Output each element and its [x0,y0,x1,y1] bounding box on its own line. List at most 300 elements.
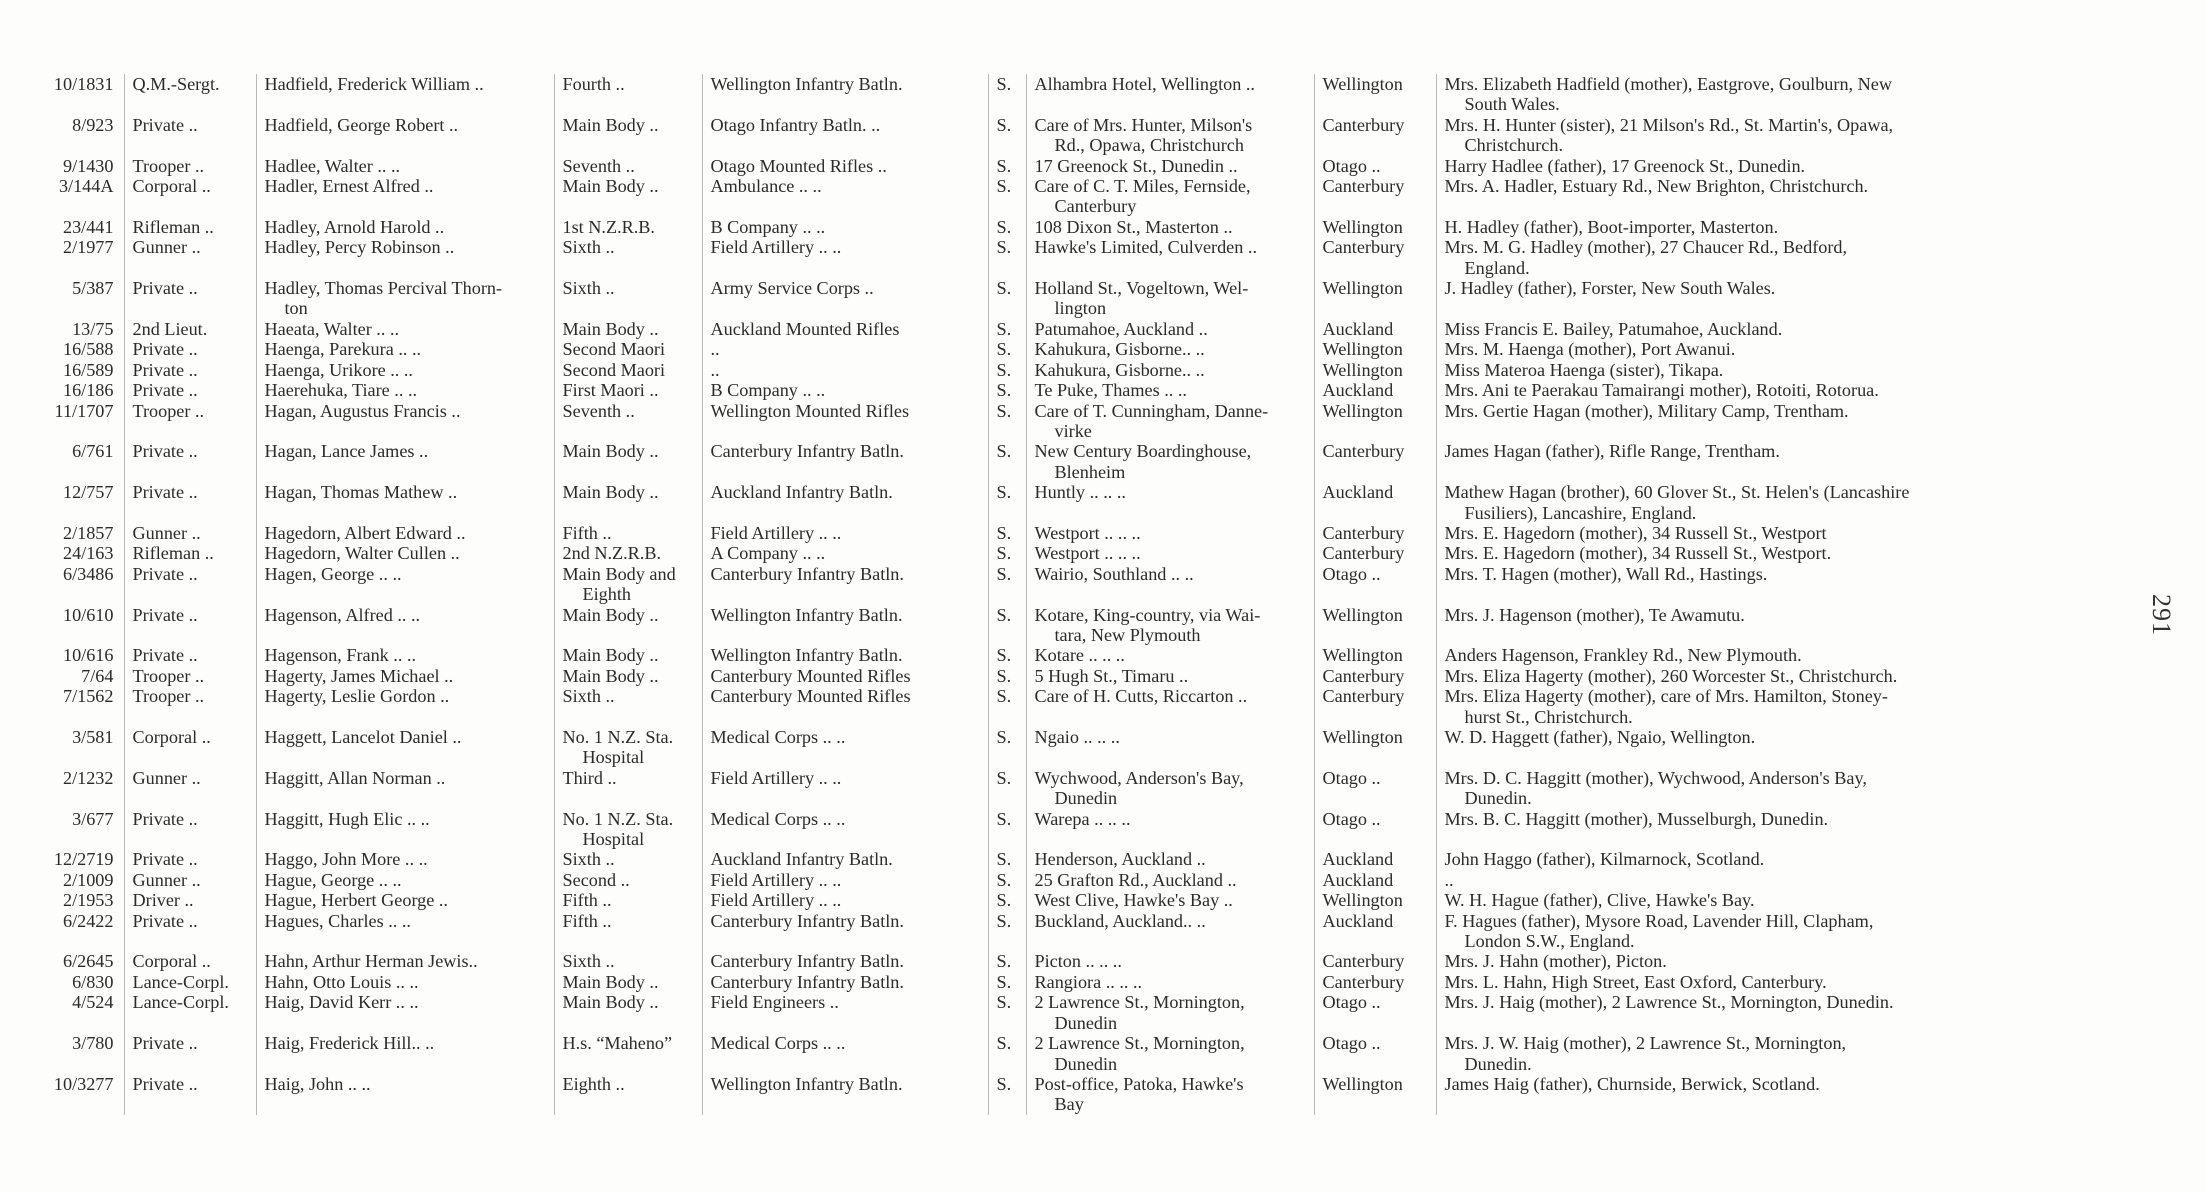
rank: Private .. [132,339,198,360]
last-address-cell [1026,727,1314,768]
unit-cell [702,523,988,543]
rank-cell [124,686,256,727]
embarkation-body: No. 1 N.Z. Sta. [562,727,674,747]
soldier-name-cell [256,278,554,319]
marital-status: S. [996,665,1012,686]
soldier-name: Hagen, George .. .. [264,563,402,584]
unit-cell [702,217,988,237]
next-of-kin-cell [1436,523,2056,543]
marital-status: S. [996,971,1012,992]
unit: Auckland Infantry Batln. [710,849,893,870]
marital-status-cell [988,727,1026,768]
marital-status-cell [988,972,1026,992]
marital-status: S. [996,400,1012,421]
next-of-kin-cell [1436,1033,2056,1074]
next-of-kin: Mrs. M. G. Hadley (mother), 27 Chaucer Rd., Bedford, [1444,237,1848,258]
marital-status: S. [996,1033,1012,1054]
next-of-kin-cell [1436,482,2056,523]
unit-cell [702,768,988,809]
unit-cell [702,1033,988,1074]
embarkation-body-cell [554,666,702,686]
next-of-kin-cell [1436,605,2056,646]
military-district-cell [1314,992,1436,1033]
last-address-cell [1026,543,1314,563]
next-of-kin-continuation: London S.W., England. [1464,931,1635,952]
embarkation-body-cell [554,1074,702,1115]
last-address: Care of H. Cutts, Riccarton .. [1034,686,1248,707]
rank: Private .. [132,849,198,870]
next-of-kin-cell [1436,911,2056,952]
embarkation-body: Second Maori [562,339,666,360]
military-district-cell [1314,911,1436,952]
embarkation-body-cell [554,1033,702,1074]
last-address: 2 Lawrence St., Mornington, [1034,992,1245,1013]
marital-status-cell [988,156,1026,176]
next-of-kin: W. D. Haggett (father), Ngaio, Wellington. [1444,727,1756,747]
embarkation-body-cell [554,217,702,237]
last-address: Alhambra Hotel, Wellington .. [1034,74,1255,94]
last-address-cell [1026,972,1314,992]
regimental-number-cell [40,809,124,850]
rank: 2nd Lieut. [132,318,208,339]
military-district: Wellington [1322,604,1403,625]
table-row [40,972,2056,992]
embarkation-body-cell [554,237,702,278]
embarkation-body: Seventh .. [562,400,635,421]
regimental-number: 12/757 [62,482,114,503]
next-of-kin-cell [1436,972,2056,992]
regimental-number: 3/581 [72,727,114,747]
regimental-number-cell [40,992,124,1033]
regimental-number: 5/387 [72,278,114,299]
military-district: Otago .. [1322,1033,1381,1054]
next-of-kin-continuation: Dunedin. [1464,1053,1532,1074]
military-district: Canterbury [1322,114,1405,135]
table-row [40,1033,2056,1074]
embarkation-body: Main Body .. [562,665,659,686]
regimental-number-cell [40,666,124,686]
last-address-continuation: Dunedin [1054,788,1118,809]
regimental-number: 24/163 [62,543,114,564]
marital-status: S. [996,176,1012,197]
soldier-name: Hagan, Thomas Mathew .. [264,482,458,503]
last-address: Westport .. .. .. [1034,522,1141,543]
next-of-kin: W. H. Hague (father), Clive, Hawke's Bay. [1444,890,1755,911]
rank: Private .. [132,359,198,380]
regimental-number-cell [40,543,124,563]
regimental-number-cell [40,380,124,400]
soldier-name: Hadfield, George Robert .. [264,114,459,135]
marital-status: S. [996,216,1012,237]
rank: Lance-Corpl. [132,992,229,1013]
unit: Wellington Infantry Batln. [710,604,903,625]
next-of-kin-cell [1436,809,2056,850]
soldier-name: Hadley, Percy Robinson .. [264,237,455,258]
soldier-name: Haenga, Urikore .. .. [264,359,413,380]
embarkation-body: Main Body .. [562,604,659,625]
soldier-name-cell [256,543,554,563]
rank: Rifleman .. [132,543,214,564]
military-district: Wellington [1322,359,1403,380]
unit: Field Engineers .. [710,992,839,1013]
last-address: 25 Grafton Rd., Auckland .. [1034,869,1237,890]
unit-cell [702,115,988,156]
embarkation-body: 2nd N.Z.R.B. [562,543,662,564]
embarkation-body-continuation: Eighth [582,584,631,605]
next-of-kin-continuation: Christchurch. [1464,135,1563,156]
soldier-name-cell [256,401,554,442]
embarkation-body: Seventh .. [562,155,635,176]
regimental-number-cell [40,727,124,768]
military-district: Canterbury [1322,543,1405,564]
military-district-cell [1314,360,1436,380]
roll-body [40,74,2056,1115]
unit-cell [702,339,988,359]
next-of-kin-cell [1436,360,2056,380]
regimental-number: 10/616 [62,645,114,666]
marital-status-cell [988,686,1026,727]
table-row [40,278,2056,319]
military-district-cell [1314,727,1436,768]
embarkation-body-cell [554,564,702,605]
last-address-cell [1026,870,1314,890]
next-of-kin: Mrs. Ani te Paerakau Tamairangi mother), Rotoiti, Rotorua. [1444,380,1879,401]
marital-status: S. [996,155,1012,176]
marital-status: S. [996,604,1012,625]
marital-status: S. [996,278,1012,299]
embarkation-body-cell [554,911,702,952]
next-of-kin-continuation: hurst St., Christchurch. [1464,706,1633,727]
marital-status-cell [988,1033,1026,1074]
marital-status: S. [996,808,1012,829]
next-of-kin-cell [1436,849,2056,869]
soldier-name-cell [256,645,554,665]
next-of-kin: Mrs. Elizabeth Hadfield (mother), Eastgrove, Goulburn, New [1444,74,1892,94]
embarkation-body-cell [554,849,702,869]
rank: Trooper .. [132,686,205,707]
next-of-kin: Mrs. D. C. Haggitt (mother), Wychwood, Anderson's Bay, [1444,767,1867,788]
military-district-cell [1314,1074,1436,1115]
rank-cell [124,992,256,1033]
regimental-number-cell [40,972,124,992]
marital-status: S. [996,849,1012,870]
military-district-cell [1314,543,1436,563]
rank-cell [124,727,256,768]
soldier-name: Hadley, Arnold Harold .. [264,216,445,237]
unit-cell [702,809,988,850]
marital-status: S. [996,380,1012,401]
table-row [40,666,2056,686]
unit: Auckland Infantry Batln. [710,482,893,503]
embarkation-body-cell [554,156,702,176]
next-of-kin-continuation: Dunedin. [1464,788,1532,809]
soldier-name-continuation: ton [284,298,308,319]
unit: Medical Corps .. .. [710,727,846,747]
embarkation-body: Main Body .. [562,318,659,339]
page-number: 291 [2147,594,2176,636]
next-of-kin-cell [1436,992,2056,1033]
marital-status: S. [996,74,1012,94]
table-row [40,115,2056,156]
last-address-cell [1026,1033,1314,1074]
soldier-name: Hague, Herbert George .. [264,890,448,911]
next-of-kin-cell [1436,237,2056,278]
embarkation-body-cell [554,319,702,339]
last-address: Te Puke, Thames .. .. [1034,380,1187,401]
table-row [40,74,2056,115]
next-of-kin: John Haggo (father), Kilmarnock, Scotland. [1444,849,1765,870]
next-of-kin-cell [1436,339,2056,359]
next-of-kin: Mrs. B. C. Haggitt (mother), Musselburgh, Dunedin. [1444,808,1829,829]
next-of-kin-cell [1436,319,2056,339]
soldier-name: Hahn, Arthur Herman Jewis.. [264,951,478,972]
next-of-kin: Miss Francis E. Bailey, Patumahoe, Auckland. [1444,318,1783,339]
military-district: Wellington [1322,1073,1403,1094]
rank-cell [124,115,256,156]
military-district-cell [1314,217,1436,237]
embarkation-body: First Maori .. [562,380,659,401]
marital-status-cell [988,441,1026,482]
rank: Private .. [132,1073,198,1094]
unit: Medical Corps .. .. [710,1033,846,1054]
last-address: Hawke's Limited, Culverden .. [1034,237,1257,258]
unit: Field Artillery .. .. [710,869,842,890]
regimental-number-cell [40,360,124,380]
soldier-name: Hadler, Ernest Alfred .. [264,176,434,197]
last-address-cell [1026,278,1314,319]
soldier-name-cell [256,523,554,543]
table-row [40,176,2056,217]
soldier-name: Haggo, John More .. .. [264,849,428,870]
nominal-roll-table [40,74,2056,1115]
soldier-name-cell [256,1033,554,1074]
soldier-name: Hague, George .. .. [264,869,402,890]
last-address-cell [1026,605,1314,646]
marital-status-cell [988,870,1026,890]
soldier-name: Hagedorn, Albert Edward .. [264,522,466,543]
regimental-number: 3/144A [58,176,114,197]
table-row [40,605,2056,646]
unit: Wellington Mounted Rifles [710,400,910,421]
soldier-name: Hagan, Lance James .. [264,441,429,462]
rank-cell [124,319,256,339]
table-row [40,890,2056,910]
rank: Gunner .. [132,522,201,543]
last-address: Care of T. Cunningham, Danne- [1034,400,1269,421]
rank-cell [124,156,256,176]
unit: Canterbury Infantry Batln. [710,441,904,462]
regimental-number: 16/589 [62,359,114,380]
embarkation-body: Main Body .. [562,992,659,1013]
last-address-cell [1026,992,1314,1033]
marital-status-cell [988,176,1026,217]
next-of-kin-cell [1436,74,2056,115]
last-address: 108 Dixon St., Masterton .. [1034,216,1233,237]
soldier-name-cell [256,237,554,278]
regimental-number-cell [40,605,124,646]
next-of-kin: Mrs. E. Hagedorn (mother), 34 Russell St., Westport [1444,522,1827,543]
next-of-kin-cell [1436,401,2056,442]
next-of-kin-cell [1436,176,2056,217]
table-row [40,441,2056,482]
unit: Canterbury Infantry Batln. [710,971,904,992]
rank: Rifleman .. [132,216,214,237]
rank: Gunner .. [132,237,201,258]
next-of-kin: Mrs. Gertie Hagan (mother), Military Camp, Trentham. [1444,400,1849,421]
next-of-kin-cell [1436,278,2056,319]
rank-cell [124,441,256,482]
marital-status-cell [988,890,1026,910]
unit-cell [702,849,988,869]
soldier-name: Haig, Frederick Hill.. .. [264,1033,435,1054]
unit-cell [702,380,988,400]
military-district-cell [1314,237,1436,278]
rank: Trooper .. [132,665,205,686]
last-address-continuation: Rd., Opawa, Christchurch [1054,135,1244,156]
next-of-kin-cell [1436,686,2056,727]
military-district: Wellington [1322,339,1403,360]
table-row [40,543,2056,563]
embarkation-body-cell [554,380,702,400]
soldier-name: Haeata, Walter .. .. [264,318,400,339]
marital-status-cell [988,809,1026,850]
embarkation-body-cell [554,951,702,971]
embarkation-body: Fourth .. [562,74,625,94]
last-address-continuation: Dunedin [1054,1012,1118,1033]
soldier-name: Hagerty, James Michael .. [264,665,454,686]
marital-status: S. [996,482,1012,503]
military-district: Auckland [1322,910,1394,931]
military-district-cell [1314,645,1436,665]
soldier-name-cell [256,1074,554,1115]
last-address-continuation: lington [1054,298,1107,319]
soldier-name-cell [256,809,554,850]
next-of-kin: Mrs. J. W. Haig (mother), 2 Lawrence St., Mornington, [1444,1033,1847,1054]
last-address-cell [1026,401,1314,442]
military-district: Wellington [1322,727,1403,747]
last-address: Wairio, Southland .. .. [1034,563,1194,584]
next-of-kin-cell [1436,380,2056,400]
next-of-kin-cell [1436,951,2056,971]
rank-cell [124,951,256,971]
embarkation-body: Sixth .. [562,686,615,707]
table-row [40,401,2056,442]
marital-status-cell [988,360,1026,380]
marital-status: S. [996,992,1012,1013]
last-address-cell [1026,890,1314,910]
marital-status-cell [988,401,1026,442]
rank-cell [124,564,256,605]
rank: Gunner .. [132,869,201,890]
military-district-cell [1314,1033,1436,1074]
next-of-kin-continuation: South Wales. [1464,94,1560,115]
marital-status-cell [988,605,1026,646]
next-of-kin: Mrs. A. Hadler, Estuary Rd., New Brighton, Christchurch. [1444,176,1869,197]
military-district: Auckland [1322,869,1394,890]
last-address: Buckland, Auckland.. .. [1034,910,1206,931]
rank: Private .. [132,380,198,401]
soldier-name: Haggitt, Hugh Elic .. .. [264,808,430,829]
military-district-cell [1314,951,1436,971]
embarkation-body-cell [554,727,702,768]
last-address-cell [1026,339,1314,359]
unit-cell [702,992,988,1033]
regimental-number: 7/64 [81,665,114,686]
table-row [40,686,2056,727]
next-of-kin: Miss Materoa Haenga (sister), Tikapa. [1444,359,1724,380]
marital-status-cell [988,74,1026,115]
marital-status: S. [996,1073,1012,1094]
last-address-cell [1026,1074,1314,1115]
last-address: New Century Boardinghouse, [1034,441,1252,462]
last-address-cell [1026,645,1314,665]
last-address: Care of Mrs. Hunter, Milson's [1034,114,1253,135]
rank-cell [124,1033,256,1074]
embarkation-body-cell [554,605,702,646]
soldier-name-cell [256,768,554,809]
unit: Canterbury Mounted Rifles [710,686,911,707]
regimental-number: 6/830 [72,971,114,992]
soldier-name: Haenga, Parekura .. .. [264,339,422,360]
unit-cell [702,890,988,910]
embarkation-body-cell [554,401,702,442]
marital-status-cell [988,339,1026,359]
rank-cell [124,666,256,686]
regimental-number: 8/923 [72,114,114,135]
last-address-cell [1026,523,1314,543]
last-address-cell [1026,115,1314,156]
military-district-cell [1314,666,1436,686]
regimental-number-cell [40,523,124,543]
embarkation-body: Main Body .. [562,176,659,197]
rank-cell [124,768,256,809]
unit: Medical Corps .. .. [710,808,846,829]
military-district: Otago .. [1322,155,1381,176]
rank: Private .. [132,114,198,135]
rank-cell [124,401,256,442]
military-district: Wellington [1322,74,1403,94]
next-of-kin: .. [1444,869,1454,890]
unit: Canterbury Infantry Batln. [710,563,904,584]
military-district: Auckland [1322,849,1394,870]
next-of-kin: Mrs. T. Hagen (mother), Wall Rd., Hastings. [1444,563,1768,584]
soldier-name-cell [256,360,554,380]
regimental-number-cell [40,74,124,115]
next-of-kin: Mrs. Eliza Hagerty (mother), 260 Worcester St., Christchurch. [1444,665,1898,686]
marital-status-cell [988,482,1026,523]
rank-cell [124,482,256,523]
marital-status-cell [988,849,1026,869]
soldier-name: Haig, David Kerr .. .. [264,992,419,1013]
military-district: Wellington [1322,645,1403,666]
embarkation-body-cell [554,890,702,910]
soldier-name-cell [256,380,554,400]
last-address-cell [1026,237,1314,278]
regimental-number-cell [40,564,124,605]
rank-cell [124,890,256,910]
embarkation-body: Second Maori [562,359,666,380]
rank-cell [124,176,256,217]
rank: Corporal .. [132,727,211,747]
military-district: Canterbury [1322,971,1405,992]
rank: Driver .. [132,890,194,911]
last-address-cell [1026,768,1314,809]
rank-cell [124,809,256,850]
last-address-continuation: Canterbury [1054,196,1137,217]
unit: Wellington Infantry Batln. [710,645,903,666]
regimental-number-cell [40,217,124,237]
unit: Army Service Corps .. [710,278,874,299]
